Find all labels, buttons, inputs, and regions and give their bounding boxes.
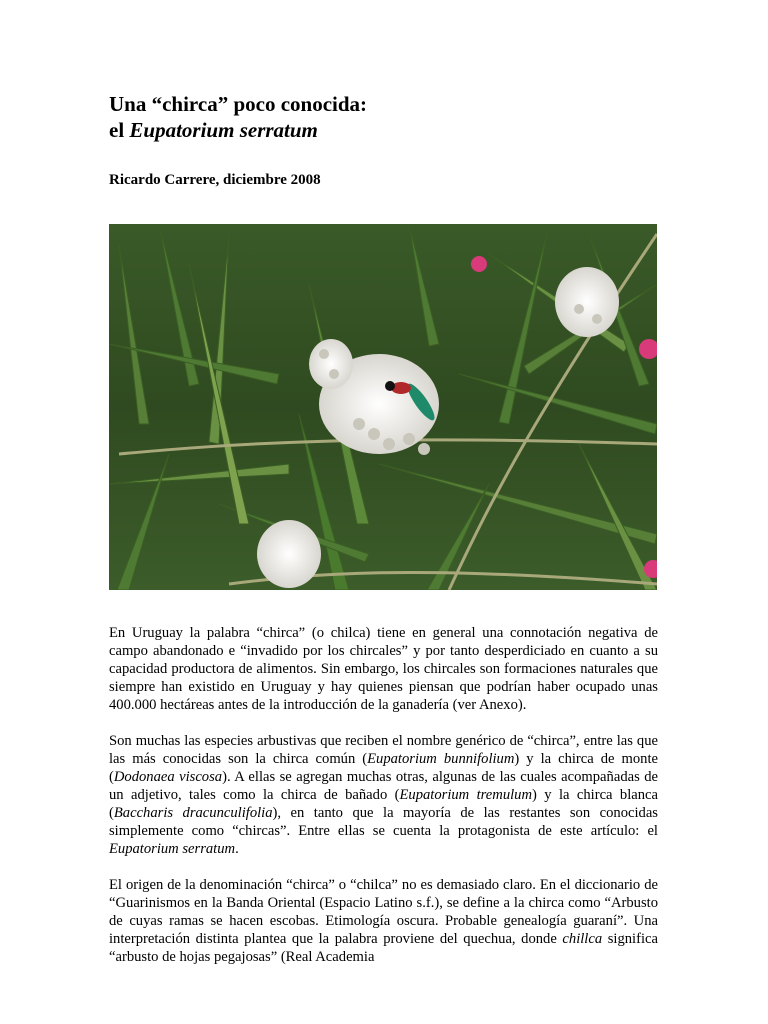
title-line-1: Una “chirca” poco conocida: xyxy=(109,92,368,116)
paragraph-2: Son muchas las especies arbustivas que reciben el nombre genérico de “chirca”, entre las que las más conocidas son la chirca común (Eupatorium bunnifolium) y la chirca de monte (Dodonaea viscosa). A ellas se agregan muchas otras, algunas de las cuales acompañadas de un adjetivo, tales como la chirca de bañado (Eupatorium tremulum) y la chirca blanca (Baccharis dracunculifolia), en tanto que la mayoría de las restantes son conocidas simplemente como “chircas”. Entre ellas se cuenta la protagonista de este artículo: el Eupatorium serratum. xyxy=(109,733,659,857)
plant-photo xyxy=(109,224,657,590)
species-name: Dodonaea viscosa xyxy=(113,769,223,785)
paragraph-3: El origen de la denominación “chirca” o “chilca” no es demasiado claro. En el diccionario de “Guarinismos en la Banda Oriental (Espacio Latino s.f.), se define a la chirca como “Arbusto de cuyas ramas se hacen escobas. Etimología oscura. Probable genealogía guaraní”. Una interpretación distinta plantea que la palabra proviene del quechua, donde chillca significa “arbusto de hojas pegajosas” (Real Academia xyxy=(109,877,658,965)
species-name: Eupatorium tremulum xyxy=(399,787,533,803)
title-prefix: el xyxy=(109,118,130,142)
quechua-word: chillca xyxy=(562,931,603,947)
flower-cluster-top-right xyxy=(555,267,619,337)
title-line-2 xyxy=(109,117,658,143)
species-name: Eupatorium serratum xyxy=(109,841,236,857)
byline: Ricardo Carrere, diciembre 2008 xyxy=(109,172,321,188)
article-title xyxy=(109,91,658,143)
flower-cluster-left xyxy=(309,339,353,389)
species-name: Baccharis dracunculifolia xyxy=(113,805,273,821)
title-species: Eupatorium serratum xyxy=(129,118,318,142)
article-body xyxy=(109,624,658,966)
paragraph-1: En Uruguay la palabra “chirca” (o chilca) tiene en general una connotación negativa de campo abandonado e “invadido por los chircales” y por tanto desperdiciado en cuanto a su capacidad productora de alimentos. Sin embargo, los chircales son formaciones naturales que siempre han existido en Uruguay y hay quienes piensan que podrían haber ocupado unas 400.000 hectáreas antes de la introducción de la ganadería (ver Anexo). xyxy=(109,625,658,713)
flower-cluster-bottom xyxy=(257,520,321,588)
species-name: Eupatorium bunnifolium xyxy=(367,751,515,767)
